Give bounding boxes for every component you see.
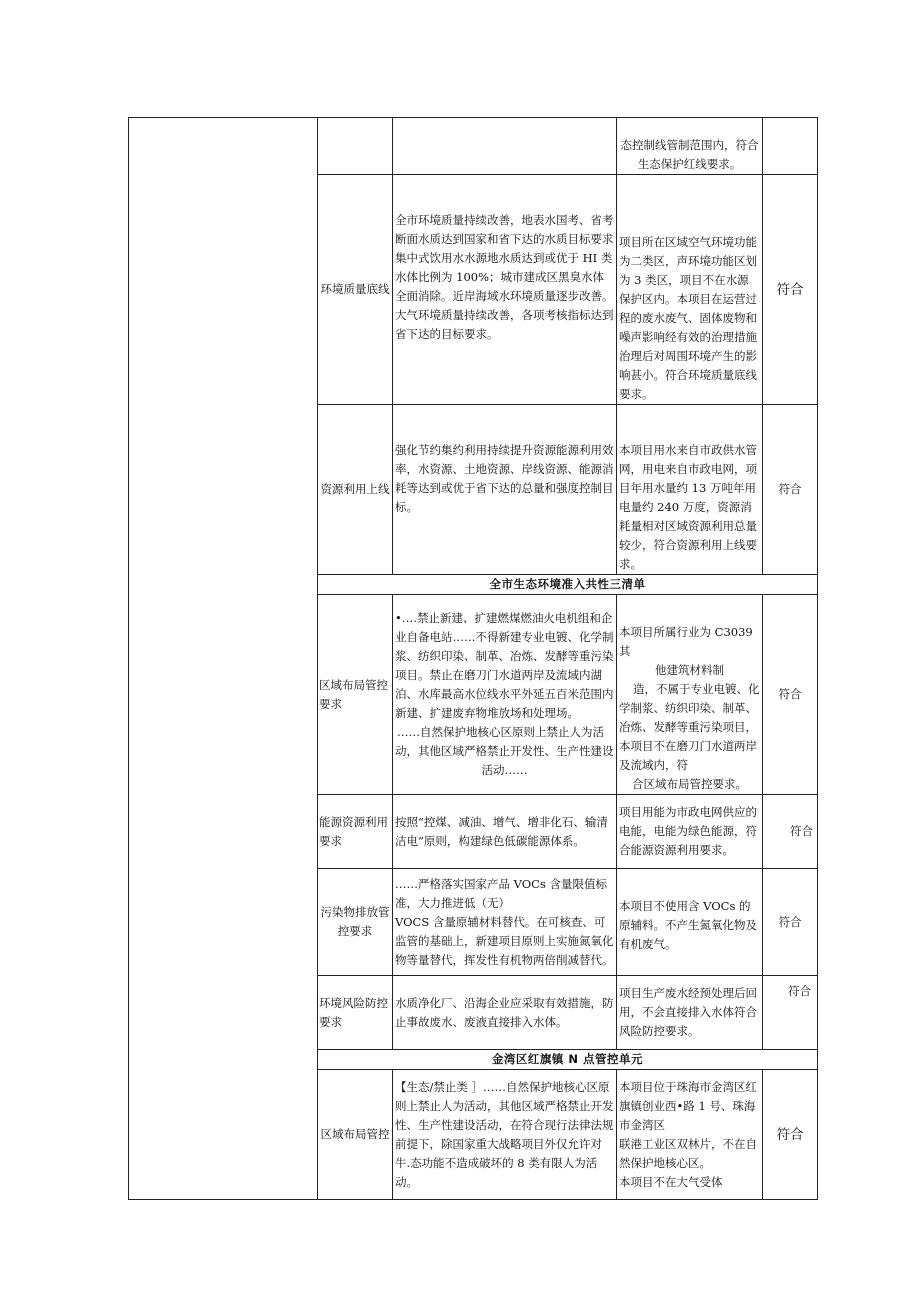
result-cell: 符合 [763,595,818,795]
name-cell: 环境风险防控要求 [318,976,393,1050]
requirement-cell: 强化节约集约利用持续提升资源能源利用效率，水资源、土地资源、岸线资源、能源消耗等达到或优于省下达的总量和强度控制目标。 [393,405,617,575]
project-line: 本项目所属行业为 C3039 其 [619,625,753,658]
project-cell: 项目所在区域空气环境功能为二类区，声环境功能区划为 3 类区，项目不在水源保护区内。本项目在运营过程的废水废气、固体废物和噪声影响经有效的治理措施治理后对周围环境产生的影响甚小。符合环境质量底线要求。 [617,175,763,405]
project-line: 合区域布局管控要求。 [632,777,747,791]
compliance-table [128,117,818,1200]
category-cell-empty [129,118,318,1200]
requirement-cell: 【生态/禁止类 ］……自然保护地核心区原则上禁止人为活动，其他区域严格禁止开发性、生产性建设活动，在符合现行法律法规前提下，除国家重大战略项目外仅允许对牛.态功能不造成破坏的 8 类有限人为活动。 [393,1070,617,1200]
requirement-cell [393,869,617,976]
result-cell: 符合 [763,976,818,1050]
requirement-cell [393,595,617,795]
project-line: 本项目不在大气受体 [619,1174,723,1189]
name-cell [318,118,393,175]
requirement-line: 活动…… [481,763,528,777]
name-cell: 环境质量底线 [318,175,393,405]
requirement-cell: 水质净化厂、沿海企业应采取有效措施，防止事故废水、废液直接排入水体。 [393,976,617,1050]
project-line: 联港工业区双林片，不在自然保护地核心区。 [619,1136,757,1170]
project-line: 生态保护红线要求。 [637,157,742,171]
project-cell [617,118,763,175]
name-cell: 能源资源利用要求 [318,795,393,869]
name-cell: 区域布局管控 [318,1070,393,1200]
result-cell: 符合 [763,869,818,976]
project-line: 态控制线管制范围内，符合 [620,138,759,152]
requirement-line: ……严格落实国家产品 VOCs 含量限值标准，大力推进低（无） [395,876,608,910]
table-row [129,118,818,175]
requirement-line: •….禁止新建、扩建燃煤燃油火电机组和企业自备电站……不得新建专业电镀、化学制浆、纺织印染、制革、冶炼、发酵等重污染项目。禁止在磨刀门水道两岸及流域内湖泊、水库最高水位线水平外延五百米范围内新建、扩建废弃物堆放场和处理场。 [395,611,614,720]
section-title: 金湾区红旗镇 N 点管控单元 [318,1050,818,1070]
name-cell: 区域布局管控要求 [318,595,393,795]
name-cell: 资源利用上线 [318,405,393,575]
project-line: 本项目位于珠海市金湾区红旗镇创业西•路 1 号、珠海市金湾区 [619,1079,757,1132]
project-line: 造，不属于专业电镀、化学制浆、纺织印染、制革、冶炼、发酵等重污染项目，本项目不在磨刀门水道两岸及流域内，符 [619,682,760,772]
project-cell [617,1070,763,1200]
result-cell: 符合 [763,1070,818,1200]
project-cell: 本项目不使用含 VOCs 的原辅料。不产生氮氧化物及有机废气。 [617,869,763,976]
project-cell: 本项目用水来自市政供水管网，用电来自市政电网，项目年用水量约 13 万吨年用电量约 240 万度，资源消耗量相对区域资源利用总量较少，符合资源利用上线要求。 [617,405,763,575]
name-cell: 污染物排放管控要求 [318,869,393,976]
project-cell: 项目用能为市政电网供应的电能，电能为绿色能源，符合能源资源利用要求。 [617,795,763,869]
project-cell [617,595,763,795]
requirement-line: ……自然保护地核心区原则上禁止人为活动，其他区域严格禁止开发性、生产性建设 [395,725,614,758]
result-cell: 符合 [763,405,818,575]
requirement-cell: 按照“控煤、减油、增气、增非化石、输清洁电”原则，构建绿色低碳能源体系。 [393,795,617,869]
section-title: 全市生态环境准入共性三清单 [318,575,818,595]
requirement-cell: 全市环境质量持续改善，地表水国考、省考断面水质达到国家和省下达的水质目标要求集中式饮用水水源地水质达到或优于 HI 类水体比例为 100%；城市建成区黑臭水体全面消除。近岸海域水环境质量逐步改善。大气环境质量持续改善，各项考核指标达到省下达的目标要求。 [393,175,617,405]
result-cell: 符合 [763,795,818,869]
project-line: 他建筑材料制 [655,663,724,677]
result-cell: 符合 [763,175,818,405]
requirement-cell [393,118,617,175]
project-cell: 项目生产废水经预处理后回用，不会直接排入水体符合风险防控要求。 [617,976,763,1050]
result-cell [763,118,818,175]
requirement-line: VOCS 含量原辅材料替代。在可核查、可监管的基础上，新建项目原则上实施氮氧化物等量替代，挥发性有机物两倍削减替代。 [395,914,614,967]
